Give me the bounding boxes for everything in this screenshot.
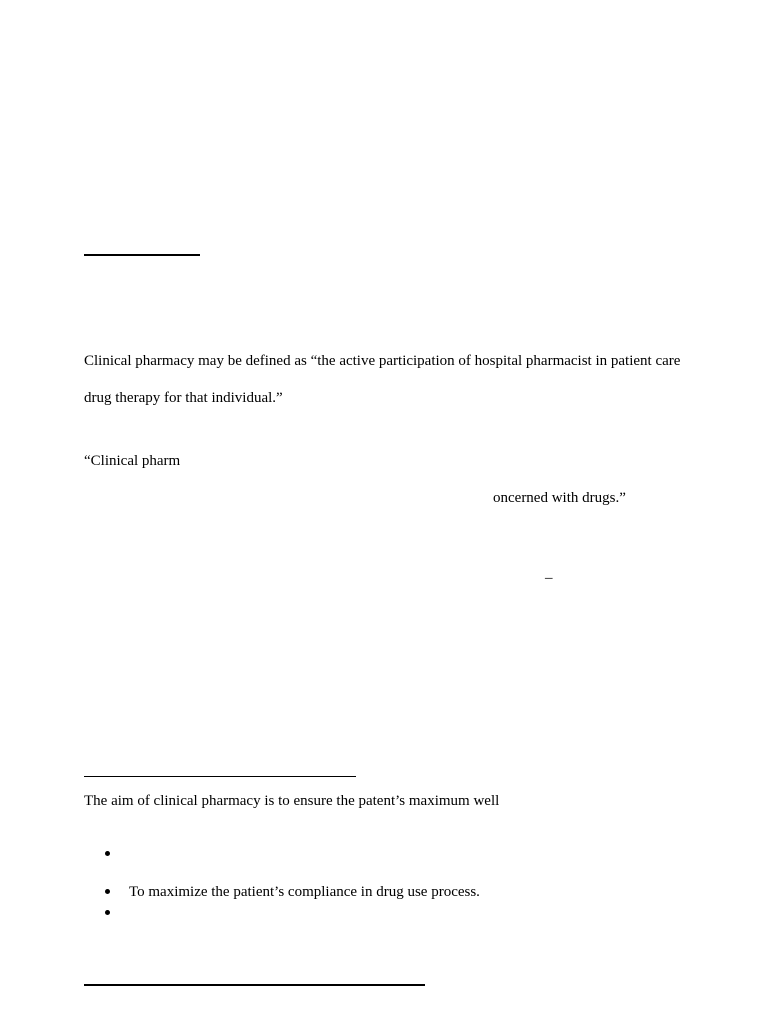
- bullet-icon: [105, 889, 110, 894]
- definition-line-2: drug therapy for that individual.”: [84, 390, 283, 406]
- quote-start: “Clinical pharm: [84, 453, 181, 469]
- dash-mark: –: [545, 570, 553, 586]
- bullet-icon: [105, 910, 110, 915]
- definition-line-1: Clinical pharmacy may be defined as “the active participation of hospital pharmacist in patient care: [84, 353, 681, 369]
- bullet-icon: [105, 851, 110, 856]
- aim-paragraph: The aim of clinical pharmacy is to ensure the patent’s maximum well: [84, 793, 500, 809]
- heading-underline: [84, 254, 200, 256]
- list-item-text: To maximize the patient’s compliance in drug use process.: [129, 884, 480, 900]
- quote-end: oncerned with drugs.”: [493, 490, 626, 506]
- section-underline: [84, 776, 356, 777]
- bottom-underline: [84, 984, 425, 986]
